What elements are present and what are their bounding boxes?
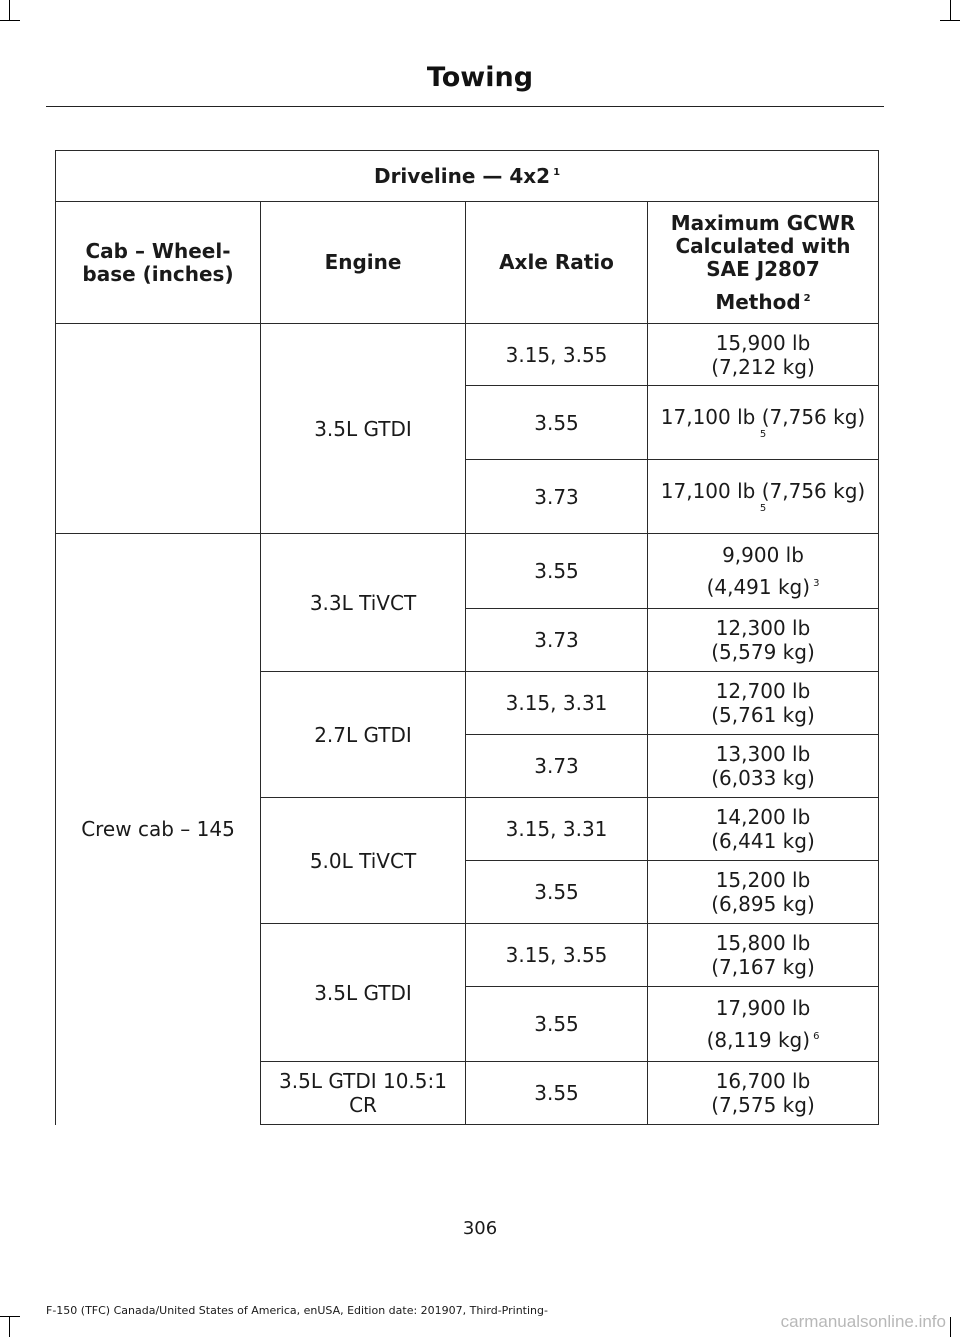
axle-cell: 3.15, 3.31 [466, 798, 648, 861]
gcwr-lb: 9,900 lb [722, 543, 804, 567]
crop-mark-top-left-h [0, 20, 20, 21]
gcwr-kg: (5,579 kg) [711, 640, 815, 664]
gcwr-lb: 12,300 lb [715, 616, 811, 640]
axle-cell: 3.73 [466, 460, 648, 534]
header-divider [46, 106, 884, 107]
header-engine: Engine [261, 202, 466, 324]
gcwr-footnote: 5 [759, 502, 767, 514]
gcwr-cell [648, 1062, 879, 1125]
table-row [56, 534, 879, 609]
gcwr-cell [648, 386, 879, 460]
gcwr-cell [648, 987, 879, 1062]
axle-cell: 3.55 [466, 386, 648, 460]
gcwr-kg: (8,119 kg) [706, 1028, 811, 1052]
axle-cell: 3.15, 3.55 [466, 324, 648, 386]
table-title-cell [56, 151, 879, 202]
gcwr-kg: (7,212 kg) [711, 354, 815, 379]
gcwr-lb: 14,200 lb [715, 805, 811, 829]
header-gcwr: Maximum GCWR Calculated with SAE J2807 [670, 210, 856, 281]
gcwr-footnote: 5 [759, 428, 767, 440]
table-title-row [56, 151, 879, 202]
crop-mark-top-right-h [940, 20, 960, 21]
engine-cell: 5.0L TiVCT [261, 798, 466, 924]
header-gcwr-footnote: 2 [803, 292, 811, 304]
gcwr-cell [648, 735, 879, 798]
gcwr-cell [648, 924, 879, 987]
gcwr-cell [648, 324, 879, 386]
gcwr-cell [648, 534, 879, 609]
gcwr-kg: (6,033 kg) [711, 766, 815, 790]
engine-cell: 3.5L GTDI 10.5:1 CR [261, 1062, 466, 1125]
header-axle: Axle Ratio [466, 202, 648, 324]
gcwr-footnote: 6 [813, 1031, 820, 1043]
gcwr-lb: 12,700 lb [715, 679, 811, 703]
gcwr-kg: (4,491 kg) [706, 575, 811, 599]
crop-mark-bottom-right-v [950, 1317, 951, 1337]
axle-cell: 3.15, 3.31 [466, 672, 648, 735]
crop-mark-top-left-v [9, 0, 10, 20]
header-cab: Cab – Wheel-base (inches) [56, 202, 261, 324]
gcwr-lb: 15,900 lb [715, 330, 811, 355]
axle-cell: 3.73 [466, 609, 648, 672]
crop-mark-top-right-v [950, 0, 951, 20]
table-title: Driveline — 4x2 [373, 164, 551, 188]
axle-cell: 3.15, 3.55 [466, 924, 648, 987]
gcwr-lb: 13,300 lb [715, 742, 811, 766]
gcwr-lb-kg: 17,100 lb (7,756 kg) [660, 478, 866, 503]
engine-cell: 3.5L GTDI [261, 324, 466, 534]
axle-cell: 3.55 [466, 534, 648, 609]
gcwr-cell [648, 672, 879, 735]
gcwr-cell [648, 798, 879, 861]
gcwr-lb-kg: 17,100 lb (7,756 kg) [660, 404, 866, 429]
axle-cell: 3.55 [466, 987, 648, 1062]
engine-cell: 2.7L GTDI [261, 672, 466, 798]
gcwr-kg: (5,761 kg) [711, 703, 815, 727]
axle-cell: 3.55 [466, 861, 648, 924]
crop-mark-bottom-left-h [0, 1316, 20, 1317]
engine-cell: 3.3L TiVCT [261, 534, 466, 672]
gcwr-kg: (7,575 kg) [711, 1093, 815, 1117]
header-gcwr-method: Method [715, 289, 801, 314]
page-number: 306 [462, 1218, 498, 1239]
gcwr-kg: (6,441 kg) [711, 829, 815, 853]
page-section-title: Towing [426, 62, 534, 93]
gcwr-cell [648, 460, 879, 534]
gcwr-footnote: 3 [813, 578, 820, 590]
watermark: carmanualsonline.info [780, 1312, 946, 1331]
axle-cell: 3.55 [466, 1062, 648, 1125]
header-gcwr-cell [648, 202, 879, 324]
gcwr-kg: (7,167 kg) [711, 955, 815, 979]
engine-cell: 3.5L GTDI [261, 924, 466, 1062]
gcwr-lb: 17,900 lb [715, 996, 811, 1020]
gcwr-cell [648, 609, 879, 672]
crop-mark-bottom-left-v [9, 1317, 10, 1337]
table-header-row [56, 202, 879, 324]
gcwr-kg: (6,895 kg) [711, 892, 815, 916]
gcwr-lb: 15,800 lb [715, 931, 811, 955]
cab-cell-crew-cab: Crew cab – 145 [56, 534, 261, 1125]
gcwr-cell [648, 861, 879, 924]
gcwr-lb: 15,200 lb [715, 868, 811, 892]
cab-cell-group1 [56, 324, 261, 534]
title-footnote: 1 [553, 167, 561, 179]
table-row [56, 324, 879, 386]
gcwr-lb: 16,700 lb [715, 1069, 811, 1093]
edition-footer: F-150 (TFC) Canada/United States of America, enUSA, Edition date: 201907, Third-Printing- [46, 1304, 548, 1317]
axle-cell: 3.73 [466, 735, 648, 798]
towing-spec-table [55, 150, 879, 1125]
